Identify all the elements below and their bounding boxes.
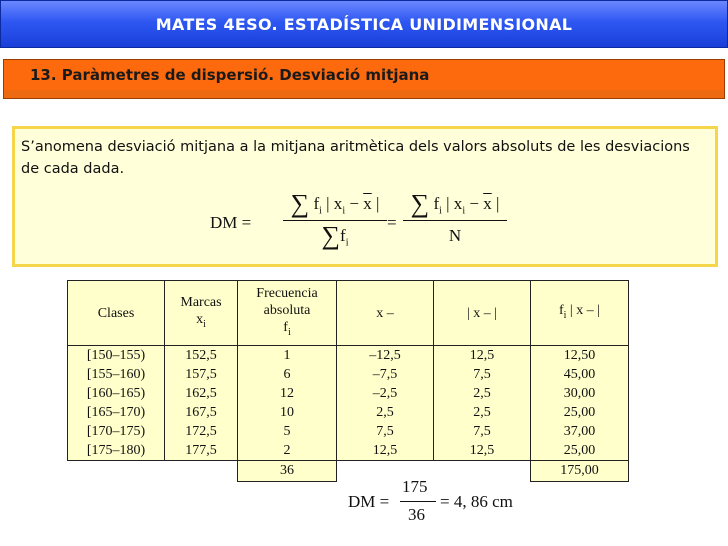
section-title: 13. Paràmetres de dispersió. Desviació mitjana bbox=[30, 66, 430, 84]
col-desviacio: –12,5 –7,5 –2,5 2,5 7,5 12,5 bbox=[337, 346, 434, 461]
definition-text: S’anomena desviació mitjana a la mitjana aritmètica dels valors absoluts de les desviacions de cada dada. bbox=[21, 139, 690, 177]
header-desviacio: x – bbox=[337, 281, 434, 346]
banner-title: MATES 4ESO. ESTADÍSTICA UNIDIMENSIONAL bbox=[155, 14, 573, 34]
result-rhs: = 4, 86 cm bbox=[440, 492, 513, 511]
sum-icon: ∑ bbox=[410, 189, 430, 218]
formula-numerator-1: ∑ $f_i$ | $x_i - \overline{x}$ | bbox=[290, 189, 380, 218]
col-valor-absolut: 12,5 7,5 2,5 2,5 7,5 12,5 bbox=[434, 346, 531, 461]
result-denominator: 36 bbox=[408, 505, 425, 524]
header-clases: Clases bbox=[68, 281, 165, 346]
header-frecuencia: Frecuencia absoluta $f_i$ bbox=[238, 281, 337, 346]
frequency-table bbox=[67, 280, 629, 482]
col-marcas: 152,5 157,5 162,5 167,5 172,5 177,5 bbox=[165, 346, 238, 461]
formula-numerator-2: ∑ $f_i$ | $x_i - \overline{x}$ | bbox=[410, 189, 500, 218]
fraction-line-2 bbox=[403, 220, 507, 221]
dm-formula bbox=[15, 189, 715, 259]
result-numerator: 175 bbox=[402, 477, 428, 496]
definition-box bbox=[12, 126, 718, 267]
col-clases: [150–155) [155–160) [160–165) [165–170) [170–175) [175–180) bbox=[68, 346, 165, 461]
formula-denominator-2: N bbox=[448, 226, 462, 245]
formula-denominator-1: $\sum f_i$ bbox=[321, 221, 349, 250]
formula-lhs: DM = bbox=[210, 213, 252, 232]
table-header-row bbox=[68, 281, 629, 346]
header-producte: $f_i$ | x – | bbox=[531, 281, 629, 346]
result-formula bbox=[348, 477, 548, 527]
sum-icon: ∑ bbox=[290, 189, 310, 218]
header-valor-absolut: | x – | bbox=[434, 281, 531, 346]
table-body-row bbox=[68, 346, 629, 461]
sum-icon: ∑ bbox=[321, 221, 341, 250]
formula-equals: = bbox=[387, 213, 397, 232]
result-fraction-line bbox=[400, 501, 436, 502]
header-marcas: Marcas $x_i$ bbox=[165, 281, 238, 346]
total-producte: 175,00 bbox=[531, 461, 629, 482]
result-lhs: DM = bbox=[348, 492, 390, 511]
col-frecuencia: 1 6 12 10 5 2 bbox=[238, 346, 337, 461]
total-frecuencia: 36 bbox=[238, 461, 337, 482]
section-header bbox=[3, 59, 725, 99]
col-producte: 12,50 45,00 30,00 25,00 37,00 25,00 bbox=[531, 346, 629, 461]
title-banner bbox=[0, 0, 728, 48]
section-stripe bbox=[4, 90, 724, 98]
